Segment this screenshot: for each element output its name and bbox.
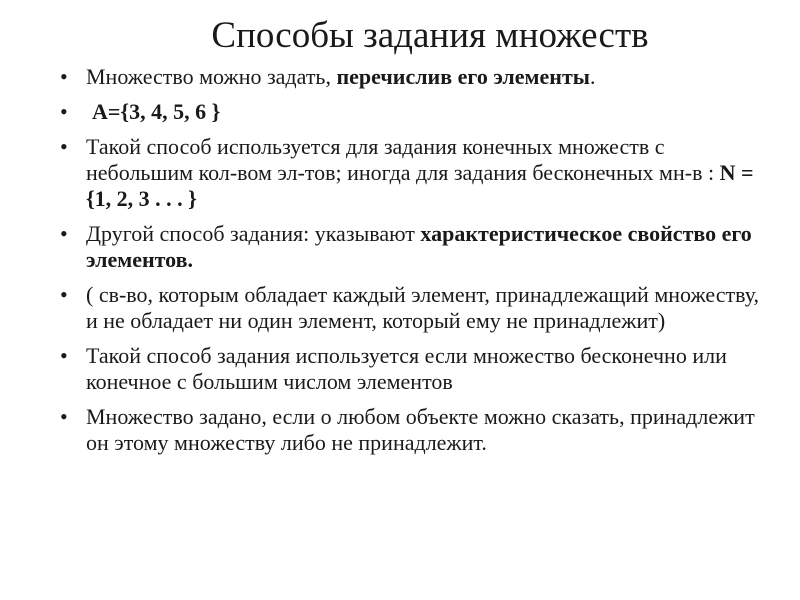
bullet-text: ( св-во, которым обладает каждый элемент, принадлежащий множеству, и не обладает ни один элемент, который ему не принадлежит) (86, 282, 760, 333)
bullet-item-characteristic-property (60, 221, 760, 273)
bullet-item-set-defined (60, 404, 760, 456)
bullet-item-finite-sets (60, 134, 760, 212)
bullet-text: Множество задано, если о любом объекте можно сказать, принадлежит он этому множеству либо не принадлежит. (86, 404, 755, 455)
bullet-dot-icon: • (60, 282, 68, 307)
bullet-dot-icon: • (60, 221, 68, 246)
bullet-text-end: . (589, 64, 596, 89)
bullet-bold-text: перечислив его элементы (336, 64, 590, 89)
bullet-dot-icon: • (60, 99, 68, 124)
bullet-item-example-set (60, 99, 760, 125)
set-formula: A={3, 4, 5, 6 } (92, 99, 221, 124)
natural-numbers-formula: N ={1, 2, 3 . . . } (86, 160, 754, 211)
bullet-dot-icon: • (60, 404, 68, 429)
bullet-text: Другой способ задания: указывают (86, 221, 421, 246)
bullet-text: Такой способ используется для задания конечных множеств с небольшим кол-вом эл-тов; иногда для задания бесконечных мн-в : (86, 134, 720, 185)
slide-title: Способы задания множеств (211, 15, 649, 56)
bullet-text: Множество можно задать, (86, 64, 337, 89)
bullet-dot-icon: • (60, 134, 68, 159)
bullet-list (60, 64, 760, 465)
bullet-text: Такой способ задания используется если множество бесконечно или конечное с большим числом элементов (86, 343, 727, 394)
bullet-dot-icon: • (60, 64, 68, 89)
bullet-bold-text: характеристическое свойство его элементов. (86, 221, 752, 272)
bullet-item-enumeration (60, 64, 760, 90)
bullet-item-infinite-usage (60, 343, 760, 395)
bullet-dot-icon: • (60, 343, 68, 368)
bullet-item-property-definition (60, 282, 760, 334)
